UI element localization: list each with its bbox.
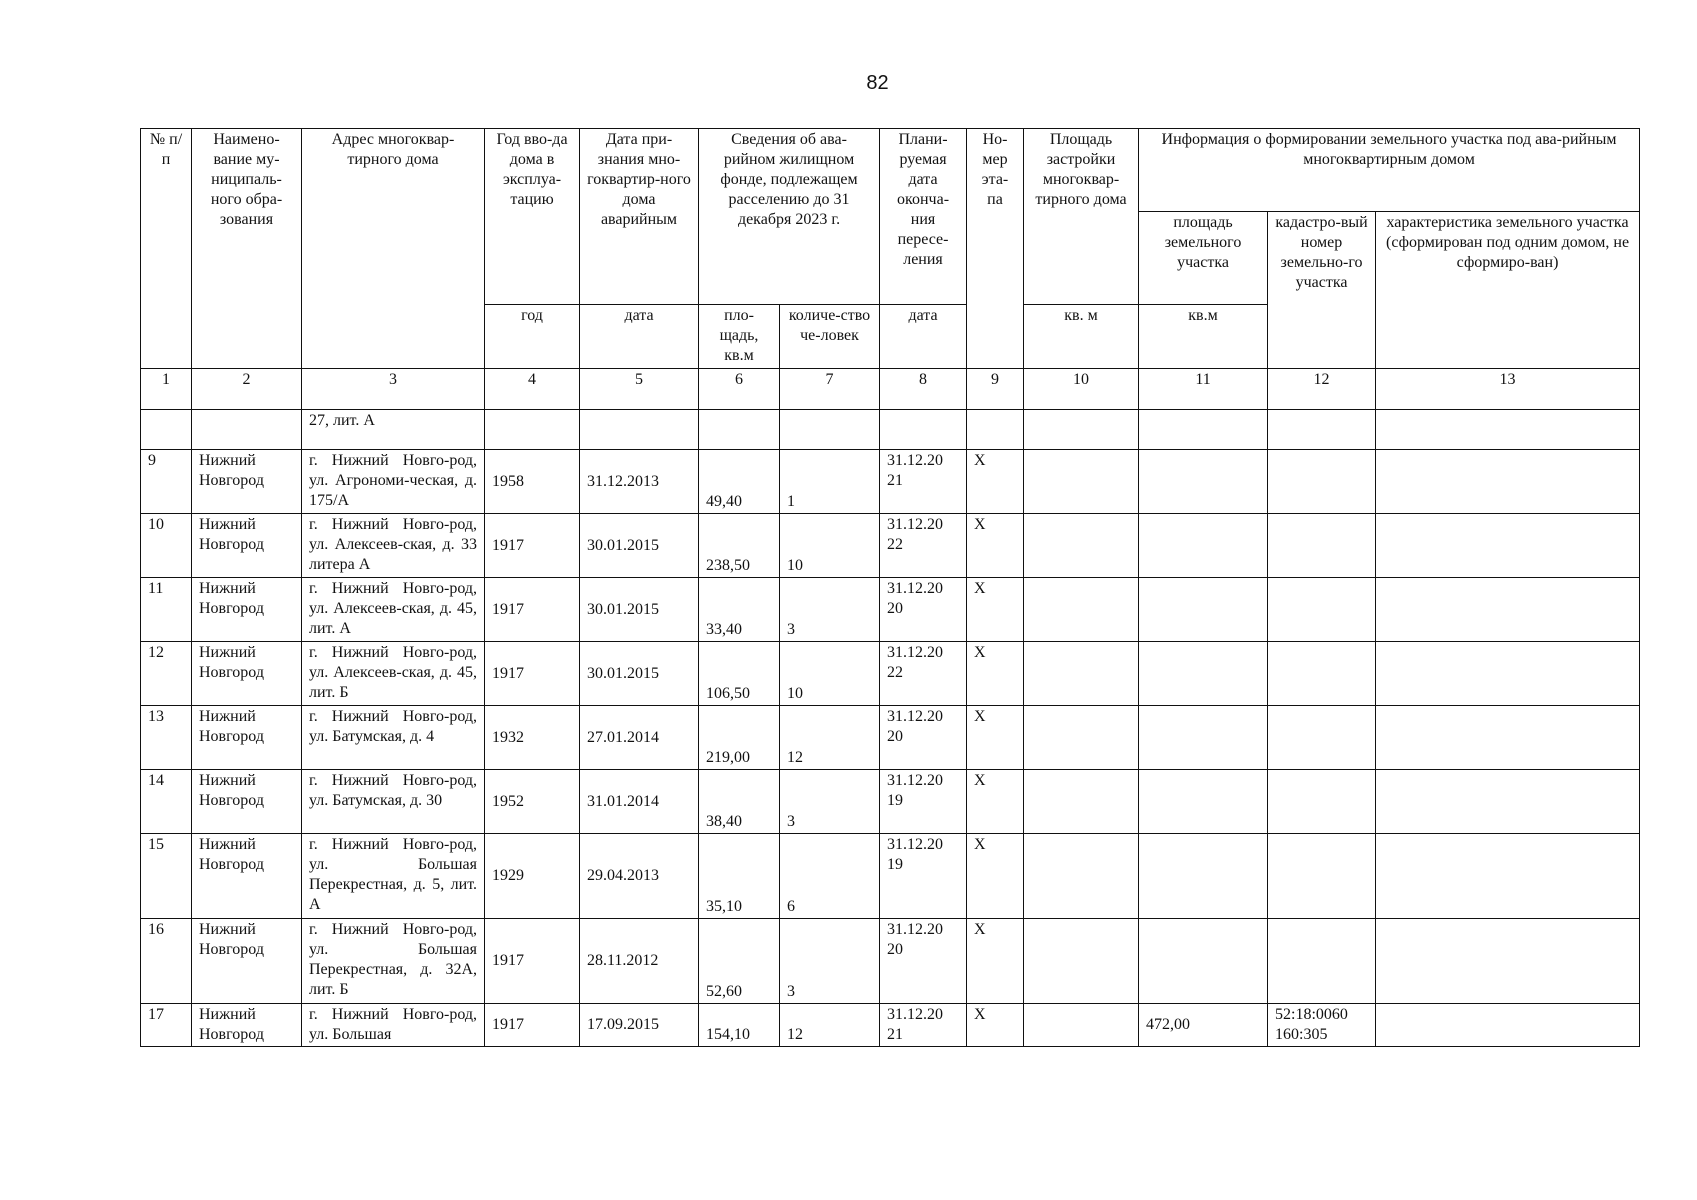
continuation-address: 27, лит. А [302,410,485,450]
header-building-area: Площадь застройки многоквар-тирного дома [1024,129,1139,305]
row-cadastral [1268,834,1376,919]
row-area: 106,50 [699,642,780,706]
row-municipality: Нижний Новгород [192,578,302,642]
row-address: г. Нижний Новго-род, ул. Большая [302,1004,485,1047]
column-number: 7 [780,369,880,410]
unit-people: количе-ство че-ловек [780,305,880,369]
row-building-area [1024,770,1139,834]
row-land-area [1139,706,1268,770]
row-building-area [1024,578,1139,642]
column-number: 2 [192,369,302,410]
row-date: 28.11.2012 [580,919,699,1004]
column-number: 5 [580,369,699,410]
row-building-area [1024,919,1139,1004]
table-row [141,578,1640,642]
row-people: 10 [780,514,880,578]
row-building-area [1024,642,1139,706]
row-address: г. Нижний Новго-род, ул. Агрономи-ческая, д. 175/А [302,450,485,514]
row-land-character [1376,919,1640,1004]
row-date: 30.01.2015 [580,642,699,706]
row-cadastral [1268,578,1376,642]
row-people: 3 [780,578,880,642]
header-recognition-date: Дата при-знания мно-гоквартир-ного дома аварийным [580,129,699,305]
row-year: 1952 [485,770,580,834]
row-stage: Х [967,514,1024,578]
table-row [141,514,1640,578]
row-cadastral: 52:18:0060 160:305 [1268,1004,1376,1047]
row-number: 13 [141,706,192,770]
column-number: 11 [1139,369,1268,410]
row-land-character [1376,770,1640,834]
row-end-date: 31.12.20 20 [880,578,967,642]
row-area: 38,40 [699,770,780,834]
row-year: 1932 [485,706,580,770]
row-land-area [1139,514,1268,578]
row-number: 11 [141,578,192,642]
row-area: 49,40 [699,450,780,514]
header-land-character: характеристика земельного участка (сформирован под одним домом, не сформиро-ван) [1376,212,1640,369]
row-cadastral [1268,770,1376,834]
row-people: 3 [780,919,880,1004]
row-people: 12 [780,1004,880,1047]
row-date: 30.01.2015 [580,514,699,578]
row-land-character [1376,642,1640,706]
row-date: 31.12.2013 [580,450,699,514]
row-number: 17 [141,1004,192,1047]
row-end-date: 31.12.20 19 [880,770,967,834]
row-address: г. Нижний Новго-род, ул. Большая Перекрестная, д. 32А, лит. Б [302,919,485,1004]
row-cadastral [1268,450,1376,514]
row-municipality: Нижний Новгород [192,1004,302,1047]
column-number: 3 [302,369,485,410]
header-number: № п/п [141,129,192,369]
row-stage: Х [967,450,1024,514]
unit-land-area: кв.м [1139,305,1268,369]
header-planned-date: Плани-руемая дата оконча-ния пересе-ления [880,129,967,305]
row-address: г. Нижний Новго-род, ул. Алексеев-ская, д. 45, лит. Б [302,642,485,706]
header-cadastral: кадастро-вый номер земельно-го участка [1268,212,1376,369]
row-land-area [1139,834,1268,919]
header-year: Год вво-да дома в эксплуа-тацию [485,129,580,305]
row-land-character [1376,514,1640,578]
header-stage: Но-мер эта-па [967,129,1024,369]
row-end-date: 31.12.20 20 [880,706,967,770]
row-land-area: 472,00 [1139,1004,1268,1047]
row-end-date: 31.12.20 19 [880,834,967,919]
row-year: 1958 [485,450,580,514]
row-date: 17.09.2015 [580,1004,699,1047]
row-end-date: 31.12.20 21 [880,450,967,514]
row-address: г. Нижний Новго-род, ул. Алексеев-ская, д. 45, лит. А [302,578,485,642]
row-number: 14 [141,770,192,834]
column-number: 6 [699,369,780,410]
row-number: 10 [141,514,192,578]
row-stage: Х [967,834,1024,919]
row-year: 1917 [485,514,580,578]
table-row [141,770,1640,834]
header-emergency-fund: Сведения об ава-рийном жилищном фонде, подлежащем расселению до 31 декабря 2023 г. [699,129,880,305]
row-year: 1929 [485,834,580,919]
row-end-date: 31.12.20 20 [880,919,967,1004]
row-people: 10 [780,642,880,706]
table-row [141,919,1640,1004]
row-date: 29.04.2013 [580,834,699,919]
column-number: 9 [967,369,1024,410]
row-land-character [1376,706,1640,770]
row-people: 6 [780,834,880,919]
row-date: 30.01.2015 [580,578,699,642]
row-land-character [1376,578,1640,642]
row-stage: Х [967,919,1024,1004]
row-area: 154,10 [699,1004,780,1047]
row-land-character [1376,834,1640,919]
row-date: 31.01.2014 [580,770,699,834]
header-address: Адрес многоквар-тирного дома [302,129,485,369]
row-address: г. Нижний Новго-род, ул. Батумская, д. 4 [302,706,485,770]
emergency-housing-table [140,128,1640,1047]
row-area: 219,00 [699,706,780,770]
row-stage: Х [967,1004,1024,1047]
row-land-area [1139,770,1268,834]
row-municipality: Нижний Новгород [192,642,302,706]
column-numbers-row [141,369,1640,410]
row-people: 3 [780,770,880,834]
row-address: г. Нижний Новго-род, ул. Алексеев-ская, д. 33 литера А [302,514,485,578]
row-area: 52,60 [699,919,780,1004]
row-end-date: 31.12.20 21 [880,1004,967,1047]
header-land-info: Информация о формировании земельного участка под ава-рийным многоквартирным домом [1139,129,1640,212]
column-number: 13 [1376,369,1640,410]
row-land-character [1376,450,1640,514]
row-cadastral [1268,642,1376,706]
row-number: 15 [141,834,192,919]
row-year: 1917 [485,919,580,1004]
row-land-area [1139,919,1268,1004]
row-end-date: 31.12.20 22 [880,514,967,578]
row-municipality: Нижний Новгород [192,450,302,514]
row-municipality: Нижний Новгород [192,706,302,770]
unit-area: пло-щадь, кв.м [699,305,780,369]
row-stage: Х [967,770,1024,834]
row-area: 238,50 [699,514,780,578]
unit-end-date: дата [880,305,967,369]
column-number: 4 [485,369,580,410]
column-number: 8 [880,369,967,410]
row-municipality: Нижний Новгород [192,514,302,578]
row-land-area [1139,450,1268,514]
row-date: 27.01.2014 [580,706,699,770]
row-address: г. Нижний Новго-род, ул. Батумская, д. 30 [302,770,485,834]
unit-building-area: кв. м [1024,305,1139,369]
row-people: 1 [780,450,880,514]
column-number: 12 [1268,369,1376,410]
row-year: 1917 [485,642,580,706]
row-land-area [1139,578,1268,642]
header-municipality: Наимено-вание му-ниципаль-ного обра-зования [192,129,302,369]
table-row [141,1004,1640,1047]
table-row [141,834,1640,919]
row-building-area [1024,834,1139,919]
row-number: 12 [141,642,192,706]
row-land-character [1376,1004,1640,1047]
unit-year: год [485,305,580,369]
row-building-area [1024,1004,1139,1047]
row-address: г. Нижний Новго-род, ул. Большая Перекрестная, д. 5, лит. А [302,834,485,919]
row-cadastral [1268,919,1376,1004]
column-number: 1 [141,369,192,410]
row-number: 9 [141,450,192,514]
unit-date: дата [580,305,699,369]
row-stage: Х [967,642,1024,706]
row-year: 1917 [485,578,580,642]
row-people: 12 [780,706,880,770]
table-row [141,706,1640,770]
row-municipality: Нижний Новгород [192,834,302,919]
row-year: 1917 [485,1004,580,1047]
row-building-area [1024,450,1139,514]
table-row [141,642,1640,706]
row-area: 33,40 [699,578,780,642]
continuation-row [141,410,1640,450]
row-stage: Х [967,578,1024,642]
row-building-area [1024,514,1139,578]
row-end-date: 31.12.20 22 [880,642,967,706]
row-land-area [1139,642,1268,706]
row-stage: Х [967,706,1024,770]
row-number: 16 [141,919,192,1004]
column-number: 10 [1024,369,1139,410]
row-municipality: Нижний Новгород [192,919,302,1004]
row-building-area [1024,706,1139,770]
row-area: 35,10 [699,834,780,919]
row-municipality: Нижний Новгород [192,770,302,834]
row-cadastral [1268,514,1376,578]
header-land-area: площадь земельного участка [1139,212,1268,305]
page-number: 82 [866,72,889,94]
table-row [141,450,1640,514]
row-cadastral [1268,706,1376,770]
